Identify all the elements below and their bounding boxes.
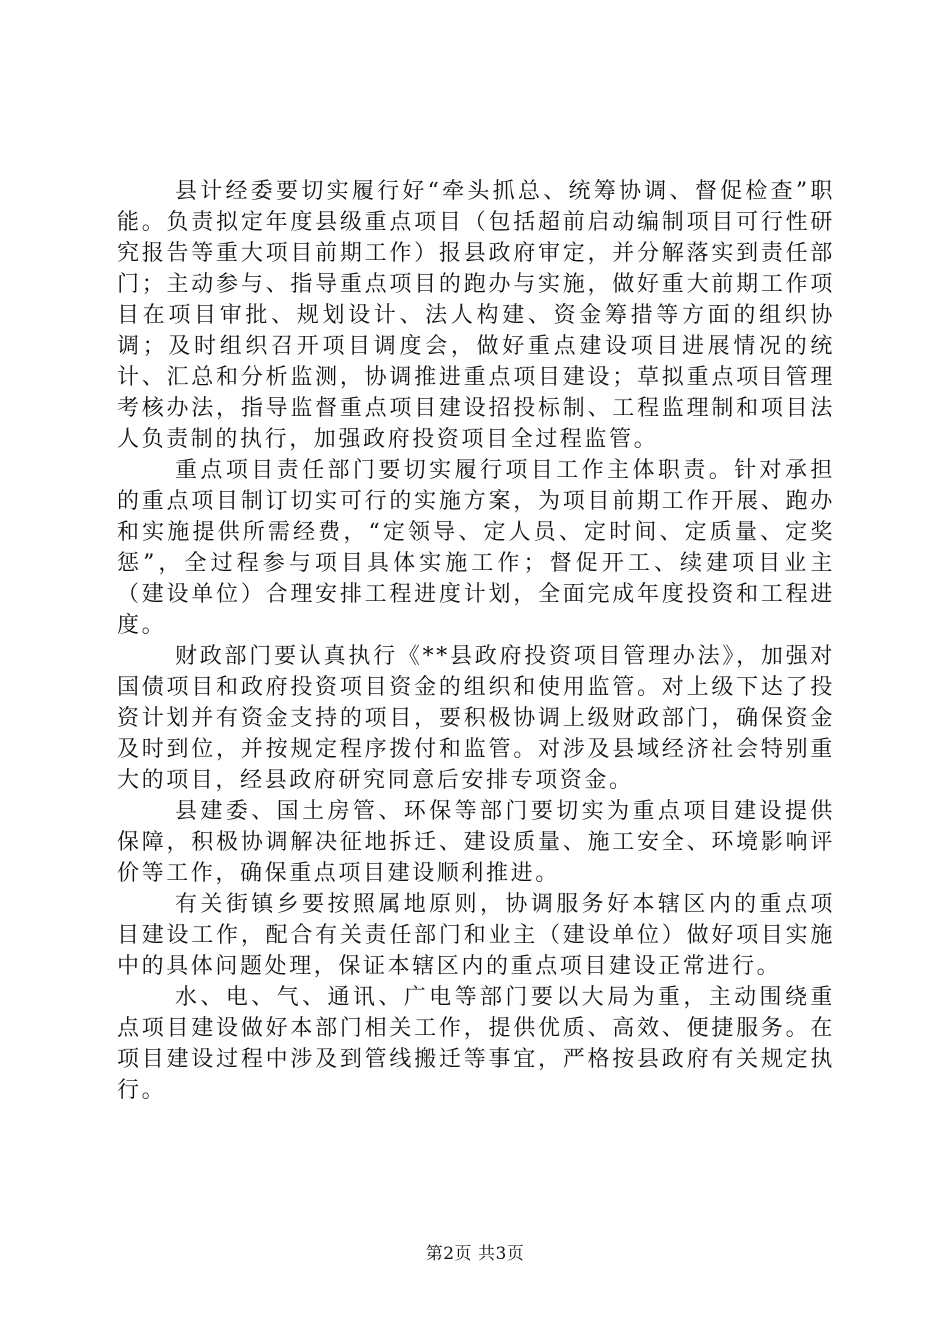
paragraph-construction-land-environment: 县建委、国土房管、环保等部门要切实为重点项目建设提供保障，积极协调解决征地拆迁、建设质量、施工安全、环境影响评价等工作，确保重点项目建设顺利推进。	[117, 799, 835, 886]
paragraph-utilities-departments: 水、电、气、通讯、广电等部门要以大局为重，主动围绕重点项目建设做好本部门相关工作，提供优质、高效、便捷服务。在项目建设过程中涉及到管线搬迁等事宜，严格按县政府有关规定执行。	[117, 985, 835, 1103]
paragraph-finance-department: 财政部门要认真执行《**县政府投资项目管理办法》，加强对国债项目和政府投资项目资金的组织和使用监管。对上级下达了投资计划并有资金支持的项目，要积极协调上级财政部门，确保资金及时到位，并按规定程序拨付和监管。对涉及县域经济社会特别重大的项目，经县政府研究同意后安排专项资金。	[117, 644, 835, 793]
paragraph-responsible-departments: 重点项目责任部门要切实履行项目工作主体职责。针对承担的重点项目制订切实可行的实施方案，为项目前期工作开展、跑办和实施提供所需经费，“定领导、定人员、定时间、定质量、定奖惩”，全过程参与项目具体实施工作；督促开工、续建项目业主（建设单位）合理安排工程进度计划，全面完成年度投资和工程进度。	[117, 458, 835, 638]
page-number-footer: 第2页 共3页	[425, 1244, 525, 1264]
paragraph-county-planning-commission: 县计经委要切实履行好“牵头抓总、统筹协调、督促检查”职能。负责拟定年度县级重点项目（包括超前启动编制项目可行性研究报告等重大项目前期工作）报县政府审定，并分解落实到责任部门；主动参与、指导重点项目的跑办与实施，做好重大前期工作项目在项目审批、规划设计、法人构建、资金筹措等方面的组织协调；及时组织召开项目调度会，做好重点建设项目进展情况的统计、汇总和分析监测，协调推进重点项目建设；草拟重点项目管理考核办法，指导监督重点项目建设招投标制、工程监理制和项目法人负责制的执行，加强政府投资项目全过程监管。	[117, 179, 835, 452]
document-body	[117, 176, 835, 1106]
paragraph-towns-townships: 有关街镇乡要按照属地原则，协调服务好本辖区内的重点项目建设工作，配合有关责任部门和业主（建设单位）做好项目实施中的具体问题处理，保证本辖区内的重点项目建设正常进行。	[117, 892, 835, 979]
